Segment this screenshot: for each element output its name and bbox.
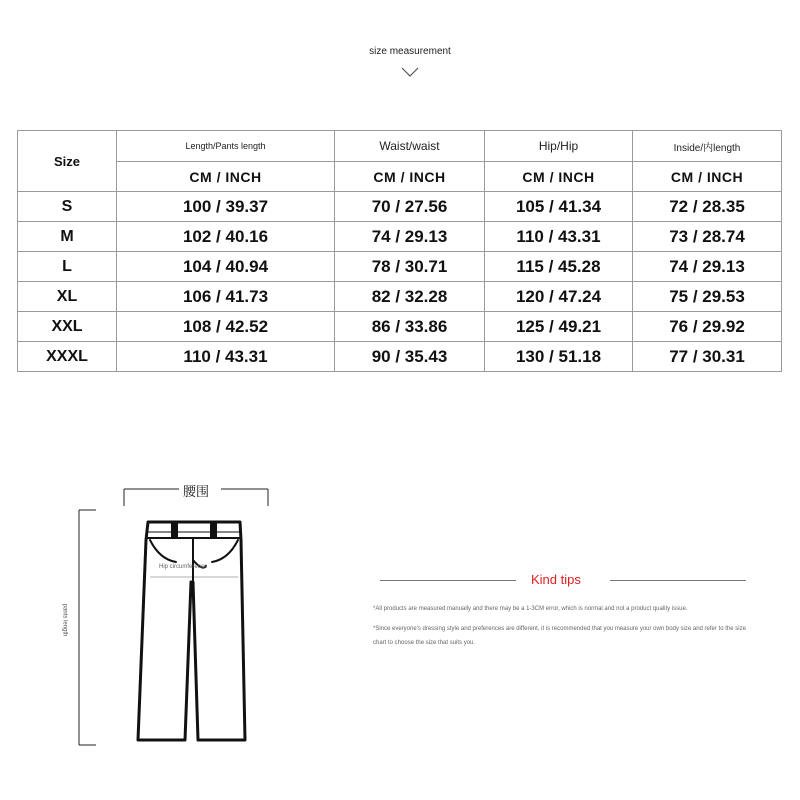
inside-cell: 77 / 30.31 [633,342,782,372]
table-row [18,222,782,252]
unit-label: CM / INCH [485,162,633,192]
size-cell: XXXL [18,342,117,372]
unit-label: CM / INCH [117,162,335,192]
pants-length-label: pants length [61,603,68,637]
table-row [18,312,782,342]
length-measure-line [79,510,96,745]
length-cell: 104 / 40.94 [117,252,335,282]
tip-text: *All products are measured manually and there may be a 1-3CM error, which is normal and not a product quality issue. [373,606,688,612]
column-header-hip: Hip/Hip [485,131,633,162]
pants-outline [138,522,245,740]
tips-title: Kind tips [531,572,581,587]
size-cell: M [18,222,117,252]
length-cell: 110 / 43.31 [117,342,335,372]
tips-divider-left [380,580,516,581]
size-cell: XXL [18,312,117,342]
length-cell: 100 / 39.37 [117,192,335,222]
column-header-length: Length/Pants length [117,131,335,162]
column-header-waist: Waist/waist [335,131,485,162]
tip-text: chart to choose the size that suits you. [373,640,476,646]
size-table [17,130,782,372]
unit-label: CM / INCH [335,162,485,192]
header-row [18,131,782,162]
size-header: Size [18,131,117,192]
length-cell: 106 / 41.73 [117,282,335,312]
column-header-inside: Inside/内length [633,131,782,162]
waist-cell: 78 / 30.71 [335,252,485,282]
hip-cell: 105 / 41.34 [485,192,633,222]
tips-divider-right [610,580,746,581]
table-row [18,252,782,282]
tip-text: *Since everyone's dressing style and preferences are different, it is recommended that you measure your own body size and refer to the size [373,626,746,632]
pants-diagram [60,470,300,760]
page-title: size measurement [369,46,451,57]
unit-row [18,162,782,192]
inside-cell: 72 / 28.35 [633,192,782,222]
waist-label: 腰围 [183,485,210,500]
size-cell: S [18,192,117,222]
hip-label: Hip circumference [159,564,208,570]
hip-cell: 110 / 43.31 [485,222,633,252]
waist-cell: 70 / 27.56 [335,192,485,222]
inside-cell: 74 / 29.13 [633,252,782,282]
waist-cell: 90 / 35.43 [335,342,485,372]
hip-cell: 125 / 49.21 [485,312,633,342]
hip-cell: 120 / 47.24 [485,282,633,312]
unit-label: CM / INCH [633,162,782,192]
hip-cell: 115 / 45.28 [485,252,633,282]
waist-cell: 86 / 33.86 [335,312,485,342]
waist-cell: 74 / 29.13 [335,222,485,252]
inside-cell: 73 / 28.74 [633,222,782,252]
size-cell: XL [18,282,117,312]
table-row [18,342,782,372]
hip-cell: 130 / 51.18 [485,342,633,372]
inside-cell: 76 / 29.92 [633,312,782,342]
chevron-down-icon [400,66,420,78]
length-cell: 108 / 42.52 [117,312,335,342]
waist-cell: 82 / 32.28 [335,282,485,312]
length-cell: 102 / 40.16 [117,222,335,252]
table-row [18,192,782,222]
table-row [18,282,782,312]
size-cell: L [18,252,117,282]
inside-cell: 75 / 29.53 [633,282,782,312]
